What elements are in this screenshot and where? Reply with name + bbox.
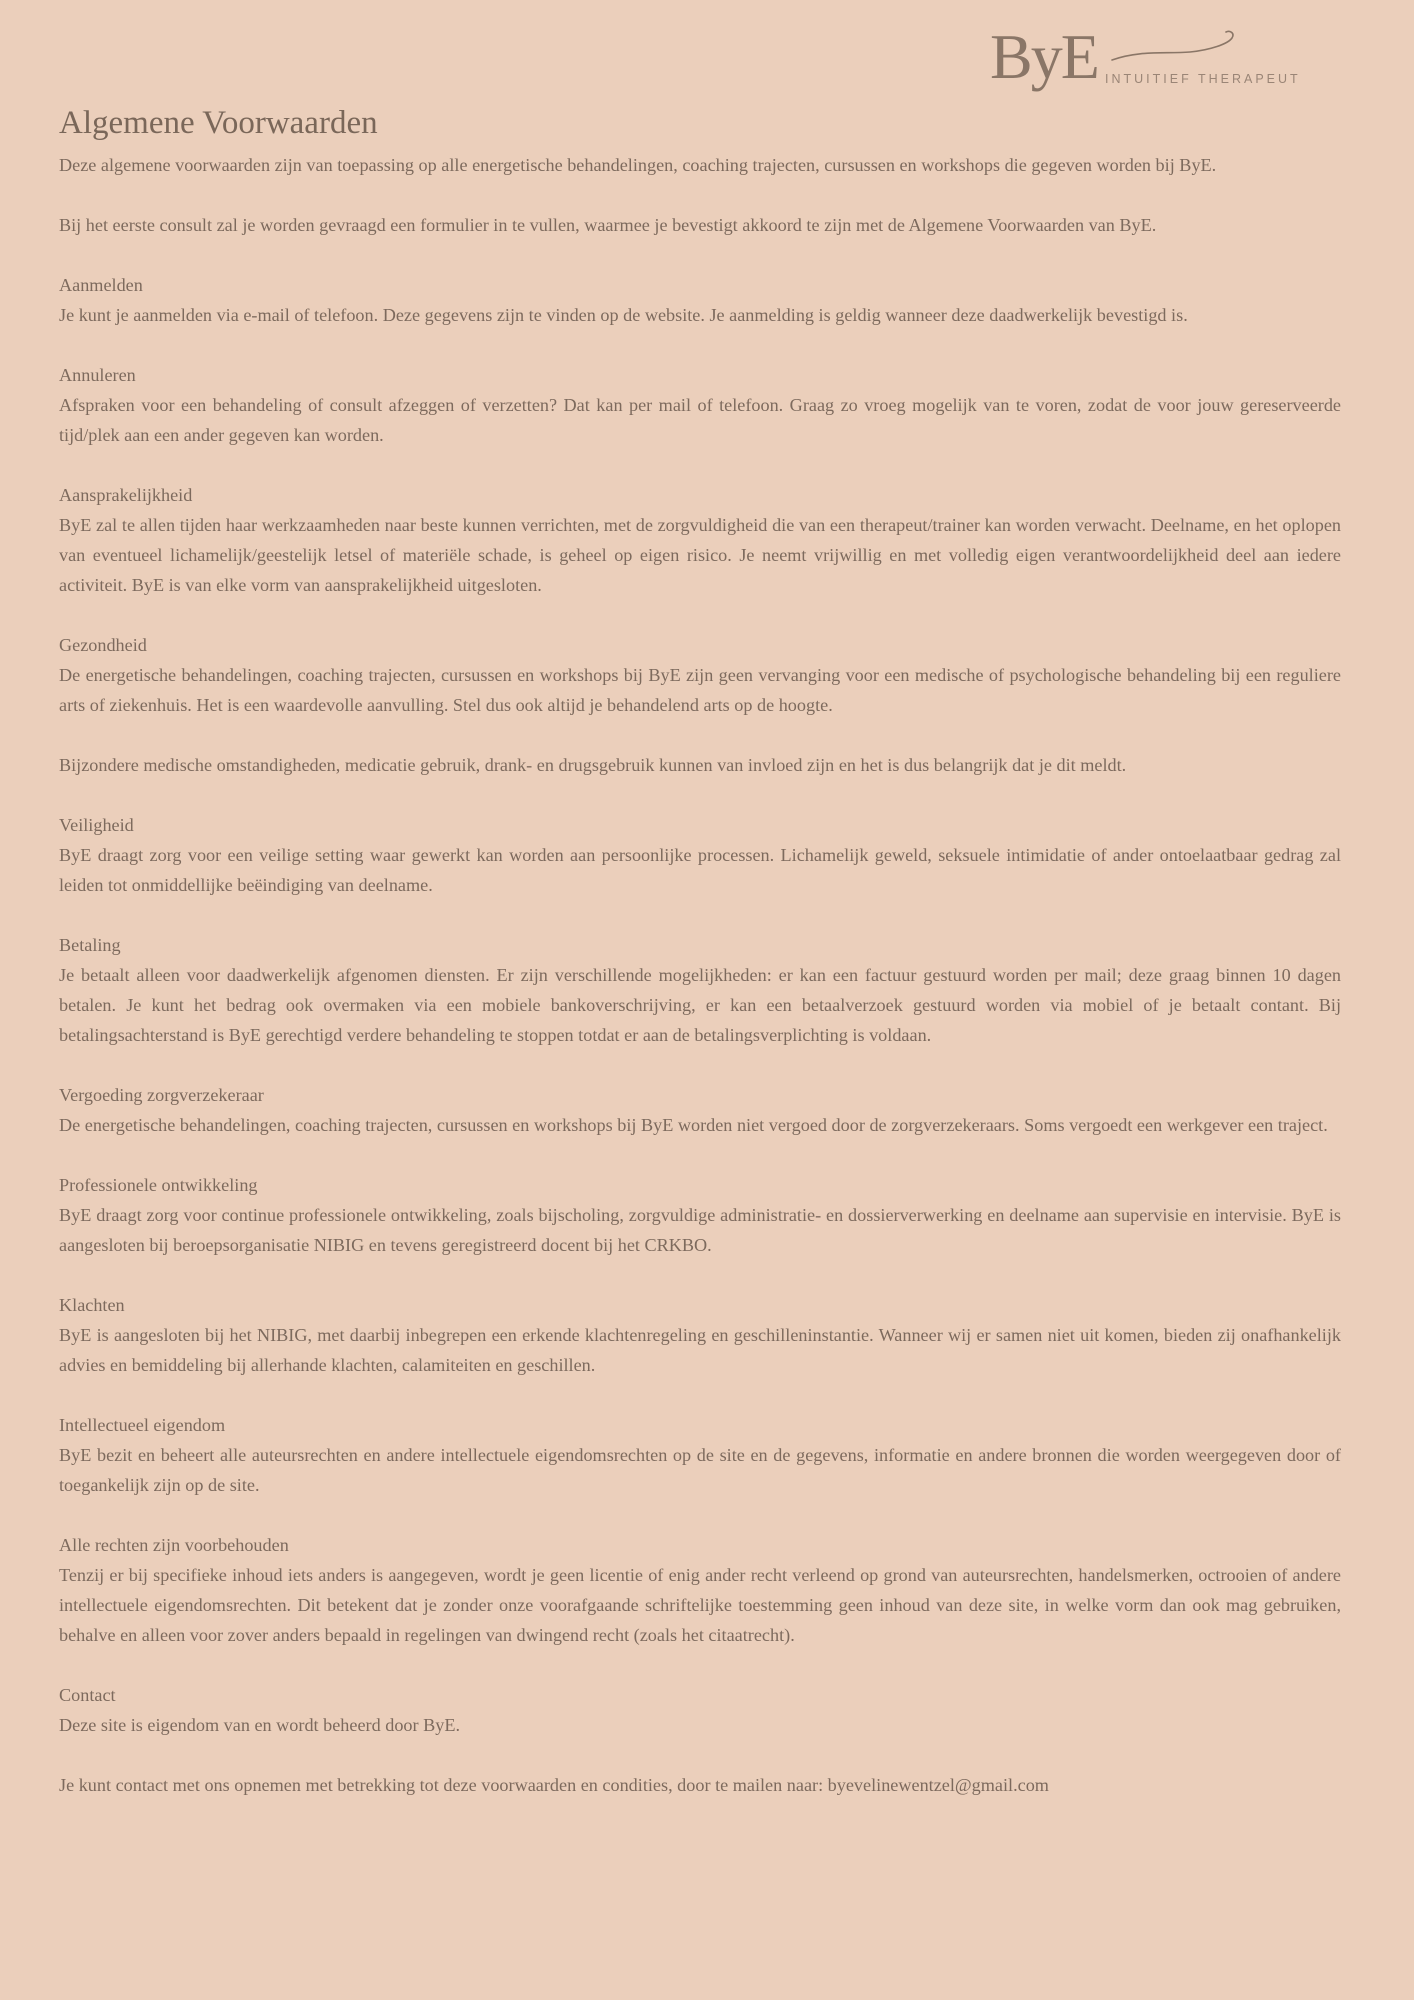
section-heading: Alle rechten zijn voorbehouden xyxy=(59,1535,289,1555)
section-aansprakelijkheid xyxy=(59,480,1341,600)
section-klachten xyxy=(59,1290,1341,1380)
section-intellectueel-eigendom xyxy=(59,1410,1341,1500)
section-paragraph: ByE zal te allen tijden haar werkzaamheden naar beste kunnen verrichten, met de zorgvuldigheid die van een therapeut/trainer kan worden verwacht. Deelname, en het oplopen van eventueel lichamelijk/geestelijk letsel of materiële schade, is geheel op eigen risico. Je neemt vrijwillig en met volledig eigen verantwoordelijkheid deel aan iedere activiteit. ByE is van elke vorm van aansprakelijkheid uitgesloten. xyxy=(59,515,1341,595)
section-betaling xyxy=(59,930,1341,1050)
section-heading: Annuleren xyxy=(59,365,136,385)
section-contact xyxy=(59,1680,1341,1800)
section-annuleren xyxy=(59,360,1341,450)
section-heading: Contact xyxy=(59,1685,116,1705)
logo-tagline: INTUITIEF THERAPEUT xyxy=(1105,72,1301,86)
section-heading: Vergoeding zorgverzekeraar xyxy=(59,1085,264,1105)
section-rechten-voorbehouden xyxy=(59,1530,1341,1650)
section-heading: Intellectueel eigendom xyxy=(59,1415,226,1435)
section-veiligheid xyxy=(59,810,1341,900)
contact-email-paragraph[interactable]: Je kunt contact met ons opnemen met betrekking tot deze voorwaarden en condities, door te mailen naar: byevelinewentzel@gmail.com xyxy=(59,1775,1049,1795)
section-paragraph: Bijzondere medische omstandigheden, medicatie gebruik, drank- en drugsgebruik kunnen van invloed zijn en het is dus belangrijk dat je dit meldt. xyxy=(59,755,1127,775)
section-professionele-ontwikkeling xyxy=(59,1170,1341,1260)
section-paragraph: Tenzij er bij specifieke inhoud iets anders is aangegeven, wordt je geen licentie of enig ander recht verleend op grond van auteursrechten, handelsmerken, octrooien of andere intellectuele eigendomsrechten. Dit betekent dat je zonder onze voorafgaande schriftelijke toestemming geen inhoud van deze site, in welke vorm dan ook mag gebruiken, behalve en alleen voor zover anders bepaald in regelingen van dwingend recht (zoals het citaatrecht). xyxy=(59,1565,1341,1645)
section-heading: Veiligheid xyxy=(59,815,134,835)
section-paragraph: Je betaalt alleen voor daadwerkelijk afgenomen diensten. Er zijn verschillende mogelijkheden: er kan een factuur gestuurd worden per mail; deze graag binnen 10 dagen betalen. Je kunt het bedrag ook overmaken via een mobiele bankoverschrijving, er kan een betaalverzoek gestuurd worden via mobiel of je betaalt contant. Bij betalingsachterstand is ByE gerechtigd verdere behandeling te stoppen totdat er aan de betalingsverplichting is voldaan. xyxy=(59,965,1341,1045)
section-paragraph: ByE bezit en beheert alle auteursrechten en andere intellectuele eigendomsrechten op de site en de gegevens, informatie en andere bronnen die worden weergegeven door of toegankelijk zijn op de site. xyxy=(59,1445,1341,1495)
section-heading: Gezondheid xyxy=(59,635,147,655)
intro-paragraph: Deze algemene voorwaarden zijn van toepassing op alle energetische behandelingen, coaching trajecten, cursussen en workshops die gegeven worden bij ByE. xyxy=(59,155,1217,175)
section-heading: Aansprakelijkheid xyxy=(59,485,193,505)
section-paragraph: Je kunt je aanmelden via e-mail of telefoon. Deze gegevens zijn te vinden op de website. Je aanmelding is geldig wanneer deze daadwerkelijk bevestigd is. xyxy=(59,305,1188,325)
section-heading: Betaling xyxy=(59,935,121,955)
brand-logo[interactable] xyxy=(990,22,1310,102)
section-paragraph: De energetische behandelingen, coaching trajecten, cursussen en workshops bij ByE worden niet vergoed door de zorgverzekeraars. Soms vergoedt een werkgever een traject. xyxy=(59,1115,1328,1135)
section-paragraph: ByE draagt zorg voor continue professionele ontwikkeling, zoals bijscholing, zorgvuldige administratie- en dossierverwerking en deelname aan supervisie en intervisie. ByE is aangesloten bij beroepsorganisatie NIBIG en tevens geregistreerd docent bij het CRKBO. xyxy=(59,1205,1341,1255)
section-aanmelden xyxy=(59,270,1341,330)
logo-swoosh-icon xyxy=(1110,28,1240,68)
section-vergoeding xyxy=(59,1080,1341,1140)
section-heading: Professionele ontwikkeling xyxy=(59,1175,258,1195)
terms-content xyxy=(59,100,1341,1830)
logo-mark: ByE xyxy=(990,21,1098,92)
section-paragraph: Afspraken voor een behandeling of consult afzeggen of verzetten? Dat kan per mail of telefoon. Graag zo vroeg mogelijk van te voren, zodat de voor jouw gereserveerde tijd/plek aan een ander gegeven kan worden. xyxy=(59,395,1341,445)
section-paragraph: ByE draagt zorg voor een veilige setting waar gewerkt kan worden aan persoonlijke processen. Lichamelijk geweld, seksuele intimidatie of ander ontoelaatbaar gedrag zal leiden tot onmiddellijke beëindiging van deelname. xyxy=(59,845,1341,895)
section-paragraph: Deze site is eigendom van en wordt beheerd door ByE. xyxy=(59,1715,461,1735)
section-gezondheid xyxy=(59,630,1341,780)
section-heading: Aanmelden xyxy=(59,275,143,295)
page-title: Algemene Voorwaarden xyxy=(59,105,378,141)
section-heading: Klachten xyxy=(59,1295,125,1315)
intro-paragraph: Bij het eerste consult zal je worden gevraagd een formulier in te vullen, waarmee je bevestigt akkoord te zijn met de Algemene Voorwaarden van ByE. xyxy=(59,215,1157,235)
section-paragraph: ByE is aangesloten bij het NIBIG, met daarbij inbegrepen een erkende klachtenregeling en geschilleninstantie. Wanneer wij er samen niet uit komen, bieden zij onafhankelijk advies en bemiddeling bij allerhande klachten, calamiteiten en geschillen. xyxy=(59,1325,1341,1375)
section-paragraph: De energetische behandelingen, coaching trajecten, cursussen en workshops bij ByE zijn geen vervanging voor een medische of psychologische behandeling bij een reguliere arts of ziekenhuis. Het is een waardevolle aanvulling. Stel dus ook altijd je behandelend arts op de hoogte. xyxy=(59,665,1341,715)
